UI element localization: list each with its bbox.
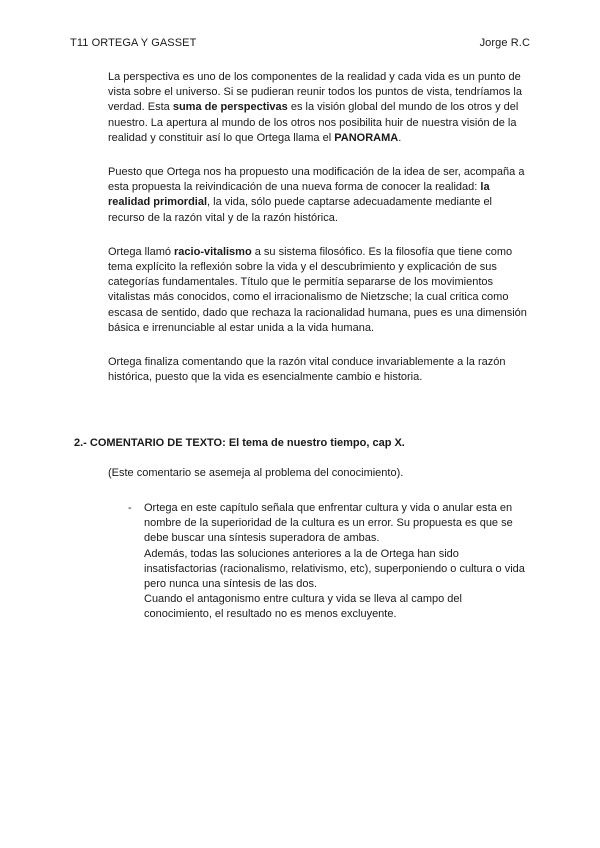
- section-heading: 2.- COMENTARIO DE TEXTO: El tema de nuestro tiempo, cap X.: [74, 437, 405, 449]
- header-author: Jorge R.C: [479, 37, 530, 49]
- paragraph-realidad: [108, 165, 530, 226]
- paragraph-perspectiva: [108, 70, 530, 146]
- list-line-3: Cuando el antagonismo entre cultura y vida se lleva al campo del conocimiento, el resultado no es menos excluyente.: [144, 593, 462, 621]
- p3-text-c: a su sistema filosófico. Es la filosofía que tiene como tema explícito la reflexión sobre la vida y el descubrimiento y explicación de sus categorías fundamentales. Título que le permitía separarse de los movimientos vitalistas más conocidos, como el irracionalismo de Nietzsche; la cual critica como escasa de sentido, dado que rechaza la racionalidad humana, pues es una dimensión básica e irrenunciable al estar unida a la vida humana.: [108, 245, 527, 334]
- p1-bold-panorama: PANORAMA: [334, 131, 399, 144]
- p1-text-a: La perspectiva es uno de los componentes de la realidad y cada vida es un punto de vista sobre el universo. Si se pudieran reunir todos los puntos de vista, tendríamos la verdad. Esta: [108, 71, 522, 114]
- paragraph-razon-historica: Ortega finaliza comentando que la razón vital conduce invariablemente a la razón histórica, puesto que la vida es esencialmente cambio e historia.: [108, 356, 506, 384]
- list-line-2: Además, todas las soluciones anteriores a la de Ortega han sido insatisfactorias (racionalismo, relativismo, etc), superponiendo o cultura o vida pero nunca una síntesis de las dos.: [144, 547, 525, 591]
- p3-text-a: Ortega llamó: [108, 245, 175, 258]
- p3-bold-raciovitalismo: racio-vitalismo: [174, 245, 252, 258]
- p2-text-a: Puesto que Ortega nos ha propuesto una modificación de la idea de ser, acompaña a esta propuesta la reivindicación de una nueva forma de conocer la realidad:: [108, 166, 525, 194]
- p1-text-e: .: [398, 131, 402, 144]
- section-note: (Este comentario se asemeja al problema del conocimiento).: [108, 467, 404, 479]
- bullet-list: [128, 501, 530, 623]
- list-item: [144, 501, 530, 623]
- p2-text-c: , la vida, sólo puede captarse adecuadamente mediante el recurso de la razón vital y de la razón histórica.: [108, 196, 492, 224]
- document-body: [108, 70, 530, 404]
- page-header: [70, 37, 530, 53]
- p2-bold-realidad: la realidad primordial: [108, 181, 490, 209]
- list-dash: -: [128, 502, 132, 514]
- p1-text-c: es la visión global del mundo de los otros y del nuestro. La apertura al mundo de los otros nos posibilita huir de nuestra visión de la realidad y constituir así lo que Ortega llama el: [108, 101, 519, 144]
- list-line-1: Ortega en este capítulo señala que enfrentar cultura y vida o anular esta en nombre de la superioridad de la cultura es un error. Su propuesta es que se debe buscar una síntesis superadora de ambas.: [144, 502, 513, 545]
- paragraph-raciovitalismo: [108, 245, 530, 336]
- p1-bold-suma: suma de perspectivas: [172, 101, 288, 114]
- header-title: T11 ORTEGA Y GASSET: [70, 37, 197, 49]
